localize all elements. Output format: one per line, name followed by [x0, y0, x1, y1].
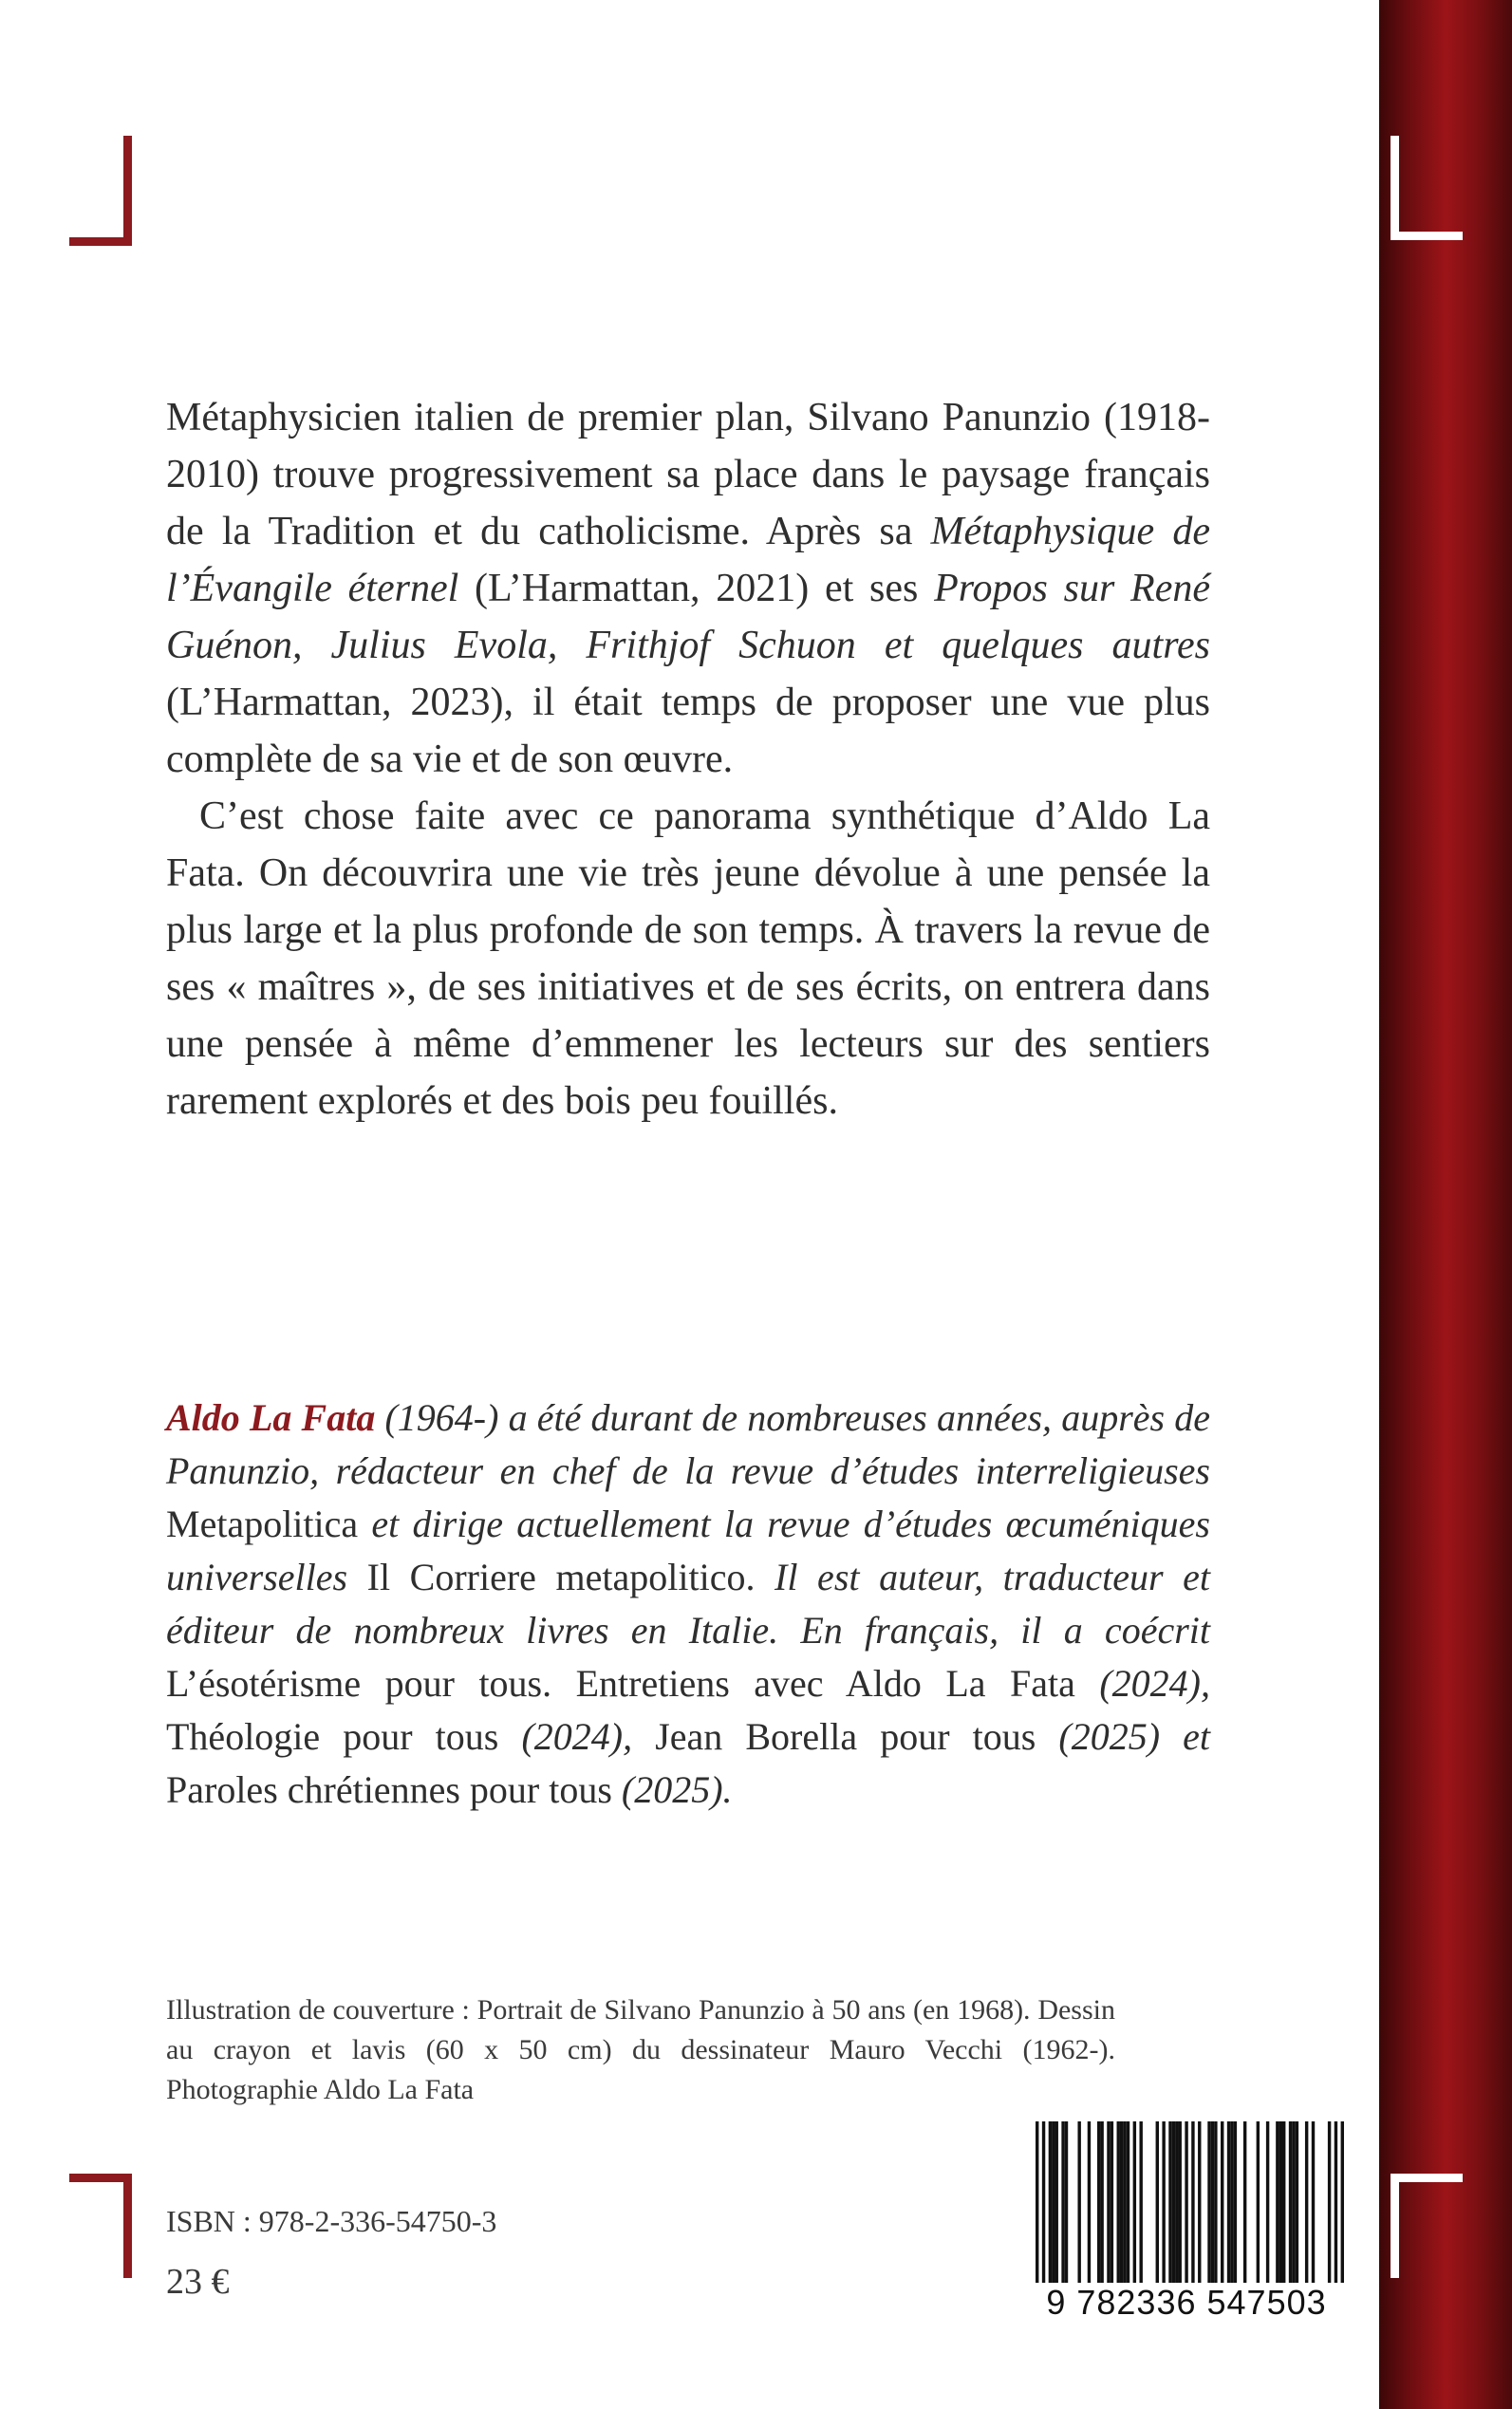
- barcode-bar: [1191, 2121, 1194, 2283]
- barcode-bar: [1049, 2121, 1052, 2283]
- credit-text: Illustration de couverture : Portrait de Silvano Panunzio à 50 ans (en 1968). Dessin au crayon et lavis (60 x 50 cm) du dessinateur Mauro Vecchi (1962-). Photographie Aldo La Fata: [166, 1994, 1115, 2105]
- barcode-bar: [1133, 2121, 1136, 2283]
- barcode-bar: [1234, 2121, 1237, 2283]
- barcode-bar: [1227, 2121, 1230, 2283]
- barcode-bar: [1123, 2121, 1126, 2283]
- barcode-bar: [1279, 2121, 1282, 2283]
- text-run: (2025).: [611, 1768, 733, 1811]
- text-run: Métaphysique de l’Évangile éternel: [166, 510, 1210, 610]
- barcode-digits: 9 782336 547503: [1046, 2283, 1327, 2322]
- text-run: (2025) et: [1036, 1715, 1211, 1758]
- barcode-bar: [1061, 2121, 1064, 2283]
- book-spine: [1379, 0, 1512, 2409]
- author-biography: [166, 1391, 1210, 1817]
- text-run: Paroles chrétiennes pour tous: [166, 1768, 612, 1811]
- barcode-bar: [1052, 2121, 1055, 2283]
- text-run: Métaphysicien italien de premier plan, Silvano Panunzio (1918-2010) trouve progressivement sa place dans le paysage français de la Tradition et du catholicisme. Après sa: [166, 396, 1210, 553]
- barcode-bar: [1168, 2121, 1171, 2283]
- text-run: Jean Borella pour tous: [655, 1715, 1036, 1758]
- barcode-bar: [1266, 2121, 1269, 2283]
- text-run: (2024),: [498, 1715, 656, 1758]
- barcode-bars: [1036, 2121, 1344, 2283]
- description-paragraph-2: C’est chose faite avec ce panorama synthétique d’Aldo La Fata. On découvrira une vie très jeune dévolue à une pensée la plus large et la plus profonde de son temps. À travers la revue de ses « maîtres », de ses initiatives et de ses écrits, on entrera dans une pensée à même d’emmener les lecteurs sur des sentiers rarement explorés et des bois peu fouillés.: [166, 794, 1210, 1123]
- barcode-bar: [1312, 2121, 1315, 2283]
- barcode-bar: [1111, 2121, 1113, 2283]
- description-paragraph-1: [166, 389, 1210, 788]
- barcode-bar: [1172, 2121, 1175, 2283]
- text-run: Metapolitica: [166, 1503, 359, 1545]
- barcode-bar: [1179, 2121, 1182, 2283]
- text-run: (2024),: [1074, 1662, 1210, 1705]
- barcode-bar: [1139, 2121, 1142, 2283]
- barcode-bar: [1055, 2121, 1058, 2283]
- text-run: Théologie pour tous: [166, 1715, 499, 1758]
- barcode-bar: [1296, 2121, 1298, 2283]
- barcode: [1020, 2112, 1353, 2330]
- barcode-bar: [1282, 2121, 1285, 2283]
- barcode-bar: [1221, 2121, 1223, 2283]
- barcode-bar: [1120, 2121, 1123, 2283]
- corner-mark-bottom-left: [69, 2174, 132, 2278]
- barcode-bar: [1292, 2121, 1295, 2283]
- barcode-bar: [1305, 2121, 1308, 2283]
- barcode-bar: [1097, 2121, 1100, 2283]
- barcode-bar: [1328, 2121, 1331, 2283]
- barcode-bar: [1175, 2121, 1178, 2283]
- barcode-bar: [1156, 2121, 1159, 2283]
- price-text: 23 €: [166, 2262, 230, 2302]
- text-run: (1964-) a été durant de nombreuses années, auprès de Panunzio, rédacteur en chef de la revue d’études interreligieuses: [166, 1396, 1210, 1492]
- text-run: (L’Harmattan, 2021) et ses: [458, 567, 935, 610]
- barcode-bar: [1162, 2121, 1165, 2283]
- barcode-bar: [1211, 2121, 1214, 2283]
- author-biography-text: [166, 1391, 1210, 1817]
- barcode-bar: [1207, 2121, 1210, 2283]
- barcode-bar: [1335, 2121, 1337, 2283]
- barcode-bar: [1100, 2121, 1103, 2283]
- barcode-bar: [1036, 2121, 1038, 2283]
- barcode-bar: [1243, 2121, 1246, 2283]
- barcode-bar: [1088, 2121, 1091, 2283]
- barcode-bar: [1065, 2121, 1068, 2283]
- barcode-bar: [1127, 2121, 1129, 2283]
- barcode-bar: [1198, 2121, 1201, 2283]
- text-run: et dirige actuellement la revue d’études œcuméniques universelles: [166, 1503, 1210, 1598]
- text-run: Il Corriere metapolitico.: [366, 1556, 756, 1598]
- text-run: Il est auteur, traducteur et éditeur de nombreux livres en Italie. En français, il a coécrit: [166, 1556, 1210, 1652]
- text-run: Propos sur René Guénon, Julius Evola, Frithjof Schuon et quelques autres: [166, 567, 1210, 667]
- barcode-bar: [1341, 2121, 1344, 2283]
- corner-mark-top-right: [1391, 136, 1463, 240]
- corner-mark-top-left: [69, 136, 132, 246]
- text-run: (L’Harmattan, 2023), il était temps de proposer une vue plus complète de sa vie et de son œuvre.: [166, 681, 1210, 781]
- isbn-text: ISBN : 978-2-336-54750-3: [166, 2204, 497, 2238]
- barcode-bar: [1077, 2121, 1080, 2283]
- barcode-bar: [1107, 2121, 1110, 2283]
- barcode-bar: [1185, 2121, 1187, 2283]
- barcode-bar: [1289, 2121, 1292, 2283]
- barcode-bar: [1117, 2121, 1120, 2283]
- barcode-bar: [1042, 2121, 1045, 2283]
- author-name: Aldo La Fata: [166, 1396, 376, 1439]
- cover-illustration-credit: [166, 1990, 1115, 2110]
- barcode-bar: [1276, 2121, 1279, 2283]
- barcode-bar: [1214, 2121, 1217, 2283]
- text-run: L’ésotérisme pour tous. Entretiens avec Aldo La Fata: [166, 1662, 1075, 1705]
- barcode-bar: [1257, 2121, 1260, 2283]
- barcode-bar: [1230, 2121, 1233, 2283]
- book-description: [166, 389, 1210, 1130]
- corner-mark-bottom-right: [1391, 2174, 1463, 2278]
